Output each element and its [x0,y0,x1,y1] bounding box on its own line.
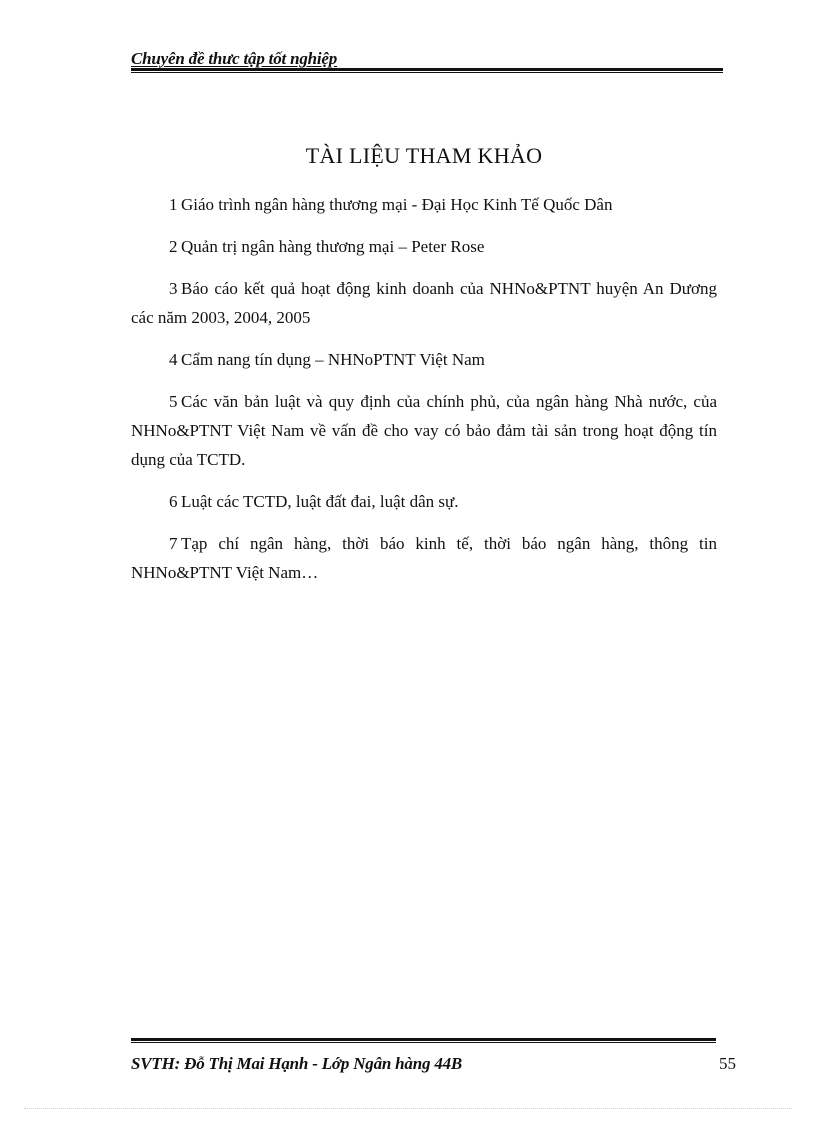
reference-item [131,274,717,332]
reference-item [131,529,717,587]
reference-number: 3 [169,279,178,298]
reference-text: Tạp chí ngân hàng, thời báo kinh tế, thời báo ngân hàng, thông tin NHNo&PTNT Việt Nam… [131,534,717,582]
reference-text: Báo cáo kết quả hoạt động kinh doanh của NHNo&PTNT huyện An Dương các năm 2003, 2004, 2005 [131,279,717,327]
reference-item [131,232,717,261]
header-rule [131,68,723,74]
page-footer [131,1038,736,1078]
document-title: TÀI LIỆU THAM KHẢO [305,143,543,168]
reference-number: 4 [169,350,178,369]
footer-author: SVTH: Đỗ Thị Mai Hạnh - Lớp Ngân hàng 44B [131,1054,463,1073]
reference-number: 5 [169,392,178,411]
reference-number: 2 [169,237,178,256]
page-header [131,48,723,74]
page-number: 55 [719,1054,736,1073]
reference-text: Cẩm nang tín dụng – NHNoPTNT Việt Nam [181,350,485,369]
reference-text: Các văn bản luật và quy định của chính phủ, của ngân hàng Nhà nước, của NHNo&PTNT Việt Nam về vấn đề cho vay có bảo đảm tài sản trong hoạt động tín dụng của TCTD. [131,392,717,469]
reference-text: Luật các TCTD, luật đất đai, luật dân sự. [181,492,459,511]
reference-text: Giáo trình ngân hàng thương mại - Đại Học Kinh Tế Quốc Dân [181,195,613,214]
page-bottom-divider [24,1108,792,1109]
reference-number: 6 [169,492,178,511]
header-title: Chuyên đề thưc tập tốt nghiệp [131,49,338,68]
reference-text: Quản trị ngân hàng thương mại – Peter Rose [181,237,485,256]
reference-item [131,487,717,516]
reference-item [131,345,717,374]
reference-number: 1 [169,195,178,214]
reference-list [131,190,717,600]
footer-rule [131,1038,716,1044]
reference-number: 7 [169,534,178,553]
reference-item [131,190,717,219]
reference-item [131,387,717,474]
